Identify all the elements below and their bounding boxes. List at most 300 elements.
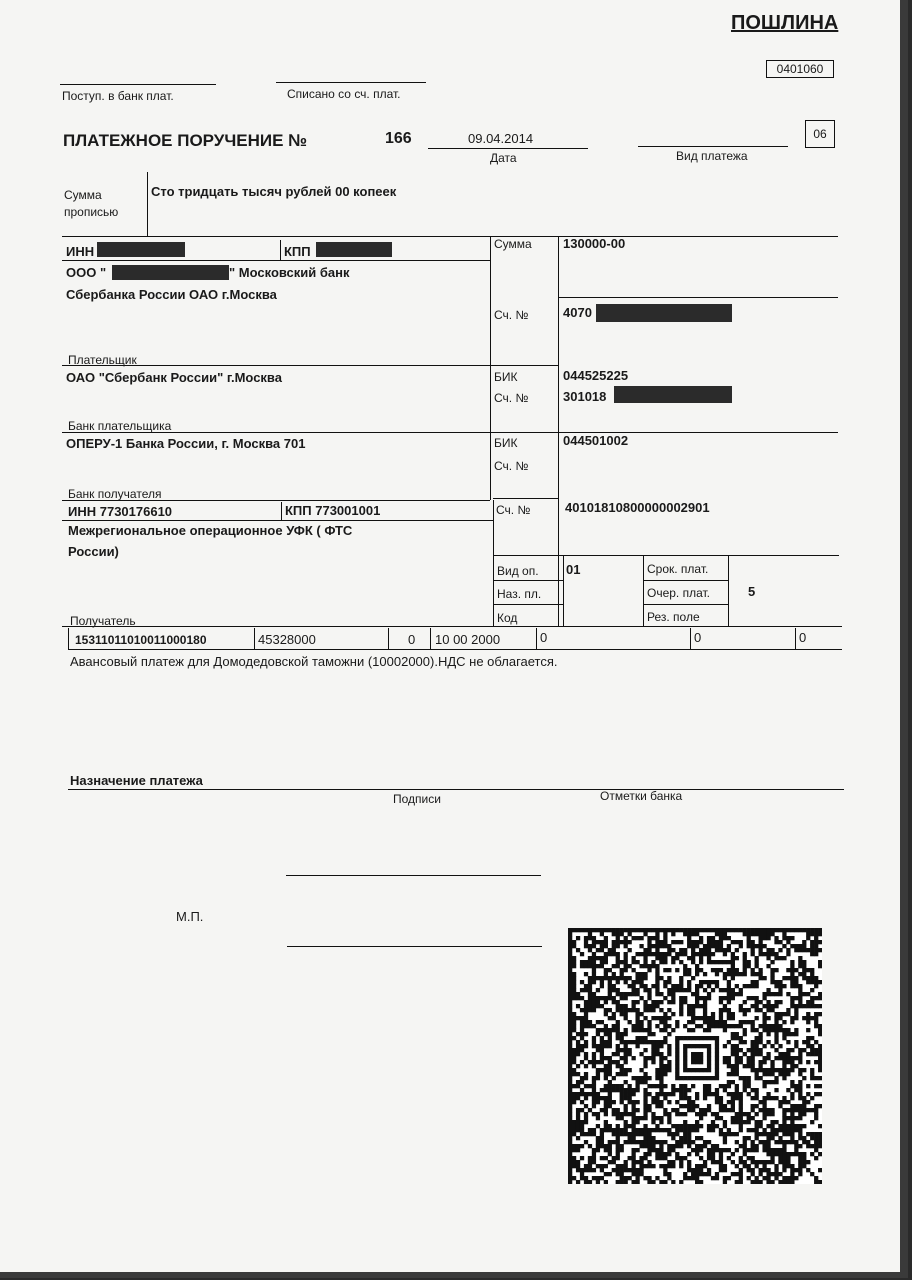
barcode-module: [703, 1092, 707, 1096]
recipient-bank-right-line: [493, 498, 558, 499]
barcode-module: [675, 1156, 679, 1160]
barcode-module: [576, 1116, 580, 1120]
barcode-module: [651, 952, 655, 956]
barcode-module: [814, 1004, 818, 1008]
barcode-module: [624, 976, 628, 980]
barcode-module: [735, 1036, 739, 1040]
barcode-module: [719, 948, 723, 952]
barcode-module: [584, 1000, 588, 1004]
barcode-module: [596, 1044, 600, 1048]
barcode-module: [600, 984, 604, 988]
barcode-module: [580, 1016, 584, 1020]
barcode-module: [699, 948, 703, 952]
barcode-module: [798, 1052, 802, 1056]
barcode-module: [735, 972, 739, 976]
barcode-module: [608, 976, 612, 980]
barcode-module: [727, 1016, 731, 1020]
barcode-module: [584, 1008, 588, 1012]
rez-label: Рез. поле: [647, 610, 700, 624]
barcode-module: [806, 1040, 810, 1044]
barcode-module: [751, 1140, 755, 1144]
barcode-module: [576, 936, 580, 940]
barcode-module: [632, 1028, 636, 1032]
barcode-module: [786, 1124, 790, 1128]
barcode-module: [651, 960, 655, 964]
barcode-module: [723, 972, 727, 976]
barcode-module: [743, 1032, 747, 1036]
barcode-module: [782, 1028, 786, 1032]
barcode-module: [790, 1048, 794, 1052]
barcode-module: [600, 1036, 604, 1040]
grid-col-1b: [493, 500, 494, 626]
barcode-module: [663, 1172, 667, 1176]
barcode-module: [624, 1072, 628, 1076]
barcode-module: [604, 1096, 608, 1100]
barcode-module: [576, 948, 580, 952]
barcode-module: [667, 1092, 671, 1096]
barcode-module: [568, 1080, 572, 1084]
barcode-module: [707, 1052, 711, 1056]
barcode-module: [663, 1108, 667, 1112]
barcode-module: [699, 1136, 703, 1140]
barcode-module: [751, 968, 755, 972]
barcode-module: [600, 928, 604, 932]
barcode-module: [782, 1148, 786, 1152]
barcode-module: [580, 964, 584, 968]
barcode-module: [751, 1108, 755, 1112]
barcode-module: [568, 1124, 572, 1128]
barcode-module: [699, 960, 703, 964]
barcode-module: [715, 1160, 719, 1164]
barcode-module: [731, 1036, 735, 1040]
barcode-module: [770, 972, 774, 976]
barcode-module: [731, 1100, 735, 1104]
barcode-module: [755, 1180, 759, 1184]
barcode-module: [759, 1048, 763, 1052]
barcode-module: [751, 972, 755, 976]
barcode-module: [683, 1084, 687, 1088]
barcode-module: [592, 1112, 596, 1116]
barcode-module: [798, 1152, 802, 1156]
barcode-module: [778, 1172, 782, 1176]
barcode-module: [762, 1140, 766, 1144]
barcode-module: [687, 932, 691, 936]
barcode-module: [576, 1136, 580, 1140]
barcode-module: [691, 1004, 695, 1008]
barcode-module: [592, 1036, 596, 1040]
barcode-module: [707, 1124, 711, 1128]
sum-label: Сумма: [494, 237, 532, 251]
barcode-module: [782, 1160, 786, 1164]
barcode-module: [600, 944, 604, 948]
barcode-module: [703, 1004, 707, 1008]
barcode-module: [639, 944, 643, 948]
barcode-module: [798, 1164, 802, 1168]
barcode-module: [596, 988, 600, 992]
barcode-module: [616, 952, 620, 956]
barcode-module: [802, 1048, 806, 1052]
barcode-module: [576, 1064, 580, 1068]
barcode-module: [632, 1128, 636, 1132]
barcode-module: [691, 1076, 695, 1080]
barcode-module: [707, 1056, 711, 1060]
barcode-module: [655, 1024, 659, 1028]
barcode-module: [747, 996, 751, 1000]
barcode-module: [596, 1096, 600, 1100]
barcode-module: [806, 1016, 810, 1020]
barcode-module: [762, 1072, 766, 1076]
barcode-module: [766, 1056, 770, 1060]
barcode-module: [739, 1060, 743, 1064]
received-label: Поступ. в банк плат.: [62, 89, 174, 103]
barcode-module: [790, 1152, 794, 1156]
barcode-module: [671, 1084, 675, 1088]
barcode-module: [568, 940, 572, 944]
barcode-module: [568, 956, 572, 960]
barcode-module: [774, 1000, 778, 1004]
barcode-module: [715, 972, 719, 976]
barcode-module: [612, 1168, 616, 1172]
barcode-module: [707, 1168, 711, 1172]
barcode-module: [572, 928, 576, 932]
grid-col-1: [490, 236, 491, 500]
barcode-module: [671, 1160, 675, 1164]
barcode-module: [643, 1112, 647, 1116]
barcode-module: [703, 1016, 707, 1020]
barcode-module: [596, 1000, 600, 1004]
barcode-module: [759, 940, 763, 944]
barcode-module: [600, 1004, 604, 1008]
barcode-module: [747, 1092, 751, 1096]
barcode-module: [604, 960, 608, 964]
barcode-module: [703, 1044, 707, 1048]
barcode-module: [588, 948, 592, 952]
barcode-module: [786, 992, 790, 996]
barcode-module: [691, 940, 695, 944]
barcode-module: [755, 1120, 759, 1124]
barcode-module: [739, 1144, 743, 1148]
barcode-module: [568, 1084, 572, 1088]
barcode-module: [643, 1132, 647, 1136]
barcode-module: [635, 1140, 639, 1144]
barcode-module: [683, 1048, 687, 1052]
barcode-module: [647, 1136, 651, 1140]
barcode-module: [624, 1048, 628, 1052]
barcode-module: [667, 1120, 671, 1124]
barcode-module: [782, 1036, 786, 1040]
barcode-module: [580, 1092, 584, 1096]
barcode-module: [612, 984, 616, 988]
barcode-module: [659, 1164, 663, 1168]
barcode-module: [723, 948, 727, 952]
barcode-module: [632, 1132, 636, 1136]
barcode-module: [659, 940, 663, 944]
barcode-module: [576, 1052, 580, 1056]
barcode-module: [802, 1096, 806, 1100]
barcode-module: [723, 1180, 727, 1184]
barcode-module: [632, 936, 636, 940]
barcode-module: [620, 932, 624, 936]
barcode-module: [675, 1152, 679, 1156]
barcode-module: [762, 1160, 766, 1164]
barcode-module: [588, 1024, 592, 1028]
barcode-module: [727, 968, 731, 972]
barcode-module: [707, 1092, 711, 1096]
barcode-module: [580, 960, 584, 964]
barcode-module: [643, 960, 647, 964]
barcode-module: [568, 1180, 572, 1184]
barcode-module: [576, 1048, 580, 1052]
barcode-module: [774, 1004, 778, 1008]
grid-col-2: [558, 236, 559, 626]
barcode-module: [735, 1024, 739, 1028]
barcode-module: [778, 1124, 782, 1128]
barcode-module: [620, 1008, 624, 1012]
barcode-module: [683, 1036, 687, 1040]
barcode-module: [635, 972, 639, 976]
barcode-module: [747, 1020, 751, 1024]
barcode-module: [671, 928, 675, 932]
barcode-module: [695, 972, 699, 976]
barcode-module: [647, 1020, 651, 1024]
barcode-module: [719, 1160, 723, 1164]
barcode-module: [687, 1144, 691, 1148]
barcode-module: [663, 1020, 667, 1024]
barcode-module: [759, 1052, 763, 1056]
barcode-module: [620, 1180, 624, 1184]
barcode-module: [774, 1020, 778, 1024]
barcode-module: [675, 956, 679, 960]
signature-line-1: [286, 875, 541, 876]
barcode-module: [608, 1096, 612, 1100]
barcode-module: [806, 1036, 810, 1040]
barcode-module: [568, 1108, 572, 1112]
barcode-module: [663, 940, 667, 944]
barcode-module: [723, 1084, 727, 1088]
barcode-module: [659, 1056, 663, 1060]
barcode-module: [818, 1004, 822, 1008]
barcode-module: [715, 948, 719, 952]
barcode-module: [608, 1036, 612, 1040]
barcode-module: [703, 988, 707, 992]
barcode-module: [806, 1084, 810, 1088]
barcode-module: [643, 948, 647, 952]
barcode-module: [667, 1152, 671, 1156]
barcode-module: [635, 1176, 639, 1180]
barcode-module: [651, 1016, 655, 1020]
barcode-module: [576, 1072, 580, 1076]
barcode-module: [798, 1160, 802, 1164]
barcode-module: [774, 1036, 778, 1040]
barcode-module: [814, 1012, 818, 1016]
barcode-module: [584, 936, 588, 940]
barcode-module: [608, 1064, 612, 1068]
barcode-module: [655, 972, 659, 976]
barcode-module: [679, 984, 683, 988]
barcode-module: [679, 928, 683, 932]
barcode-module: [628, 992, 632, 996]
barcode-module: [683, 928, 687, 932]
barcode-module: [588, 1008, 592, 1012]
barcode-module: [624, 1112, 628, 1116]
barcode-module: [711, 1160, 715, 1164]
barcode-module: [747, 932, 751, 936]
barcode-module: [592, 1132, 596, 1136]
barcode-module: [592, 1092, 596, 1096]
purpose-label: Назначение платежа: [70, 773, 203, 788]
barcode-module: [770, 1156, 774, 1160]
barcode-module: [628, 1092, 632, 1096]
barcode-module: [624, 1176, 628, 1180]
payer-bank-account-redaction: [614, 386, 732, 403]
barcode-module: [572, 1092, 576, 1096]
barcode-module: [608, 1100, 612, 1104]
barcode-module: [751, 940, 755, 944]
barcode-module: [790, 1096, 794, 1100]
barcode-module: [723, 976, 727, 980]
barcode-module: [604, 928, 608, 932]
barcode-module: [628, 984, 632, 988]
tax-col-4: [536, 628, 537, 649]
barcode-module: [766, 952, 770, 956]
barcode-module: [600, 1136, 604, 1140]
barcode-module: [794, 976, 798, 980]
barcode-module: [766, 1176, 770, 1180]
barcode-module: [759, 1008, 763, 1012]
barcode-module: [798, 1112, 802, 1116]
barcode-module: [794, 1108, 798, 1112]
barcode-module: [751, 1160, 755, 1164]
barcode-module: [596, 1020, 600, 1024]
barcode-module: [711, 1156, 715, 1160]
barcode-module: [715, 1060, 719, 1064]
barcode-module: [687, 1068, 691, 1072]
barcode-module: [727, 984, 731, 988]
barcode-module: [703, 1028, 707, 1032]
barcode-module: [663, 1168, 667, 1172]
barcode-module: [798, 956, 802, 960]
barcode-module: [655, 984, 659, 988]
barcode-module: [759, 944, 763, 948]
barcode-module: [790, 1172, 794, 1176]
barcode-module: [663, 1040, 667, 1044]
barcode-module: [743, 968, 747, 972]
barcode-module: [739, 972, 743, 976]
barcode-module: [667, 1060, 671, 1064]
barcode-module: [707, 1084, 711, 1088]
barcode-module: [695, 940, 699, 944]
barcode-module: [818, 1052, 822, 1056]
barcode-module: [651, 1040, 655, 1044]
barcode-module: [687, 980, 691, 984]
ocher-value: 5: [748, 584, 756, 599]
payer-inn-redaction: [97, 242, 185, 257]
barcode-module: [699, 980, 703, 984]
barcode-module: [620, 1004, 624, 1008]
barcode-module: [818, 940, 822, 944]
barcode-module: [679, 1096, 683, 1100]
barcode-module: [782, 1100, 786, 1104]
barcode-module: [647, 1160, 651, 1164]
barcode-module: [794, 1168, 798, 1172]
barcode-module: [759, 1000, 763, 1004]
barcode-module: [683, 1076, 687, 1080]
barcode-module: [707, 1024, 711, 1028]
purpose-line: [68, 789, 844, 790]
barcode-module: [612, 940, 616, 944]
barcode-module: [651, 1008, 655, 1012]
barcode-module: [731, 1096, 735, 1100]
barcode-module: [592, 972, 596, 976]
barcode-module: [759, 1024, 763, 1028]
barcode-module: [592, 1060, 596, 1064]
barcode-module: [786, 1164, 790, 1168]
barcode-module: [703, 944, 707, 948]
barcode-module: [687, 944, 691, 948]
barcode-module: [635, 936, 639, 940]
barcode-module: [782, 1180, 786, 1184]
recipient-name-line1: Межрегиональное операционное УФК ( ФТС: [68, 523, 353, 538]
barcode-module: [810, 980, 814, 984]
barcode-module: [798, 1168, 802, 1172]
barcode-module: [759, 1108, 763, 1112]
barcode-module: [699, 1036, 703, 1040]
barcode-module: [659, 1180, 663, 1184]
barcode-module: [663, 1128, 667, 1132]
barcode-module: [612, 948, 616, 952]
barcode-module: [687, 984, 691, 988]
barcode-module: [715, 1040, 719, 1044]
barcode-module: [790, 1108, 794, 1112]
barcode-module: [588, 1156, 592, 1160]
barcode-module: [675, 1052, 679, 1056]
barcode-module: [802, 1164, 806, 1168]
barcode-module: [759, 1180, 763, 1184]
barcode-module: [743, 1040, 747, 1044]
barcode-module: [818, 1168, 822, 1172]
barcode-module: [596, 1100, 600, 1104]
barcode-module: [624, 1140, 628, 1144]
barcode-module: [814, 936, 818, 940]
barcode-module: [568, 1012, 572, 1016]
barcode-module: [794, 1144, 798, 1148]
barcode-module: [608, 1140, 612, 1144]
barcode-module: [576, 1144, 580, 1148]
barcode-module: [576, 996, 580, 1000]
barcode-module: [818, 928, 822, 932]
signature-line-2: [287, 946, 542, 947]
barcode-module: [727, 944, 731, 948]
barcode-module: [695, 1044, 699, 1048]
barcode-module: [786, 1028, 790, 1032]
barcode-module: [810, 1152, 814, 1156]
barcode-module: [715, 1036, 719, 1040]
barcode-module: [810, 988, 814, 992]
barcode-module: [699, 1052, 703, 1056]
barcode-module: [639, 1012, 643, 1016]
barcode-module: [679, 952, 683, 956]
barcode-module: [604, 940, 608, 944]
barcode-module: [731, 1116, 735, 1120]
barcode-module: [592, 928, 596, 932]
barcode-module: [699, 1112, 703, 1116]
barcode-module: [687, 1104, 691, 1108]
barcode-module: [675, 1144, 679, 1148]
barcode-module: [572, 1160, 576, 1164]
barcode-module: [782, 944, 786, 948]
barcode-module: [751, 1144, 755, 1148]
barcode-module: [755, 1160, 759, 1164]
